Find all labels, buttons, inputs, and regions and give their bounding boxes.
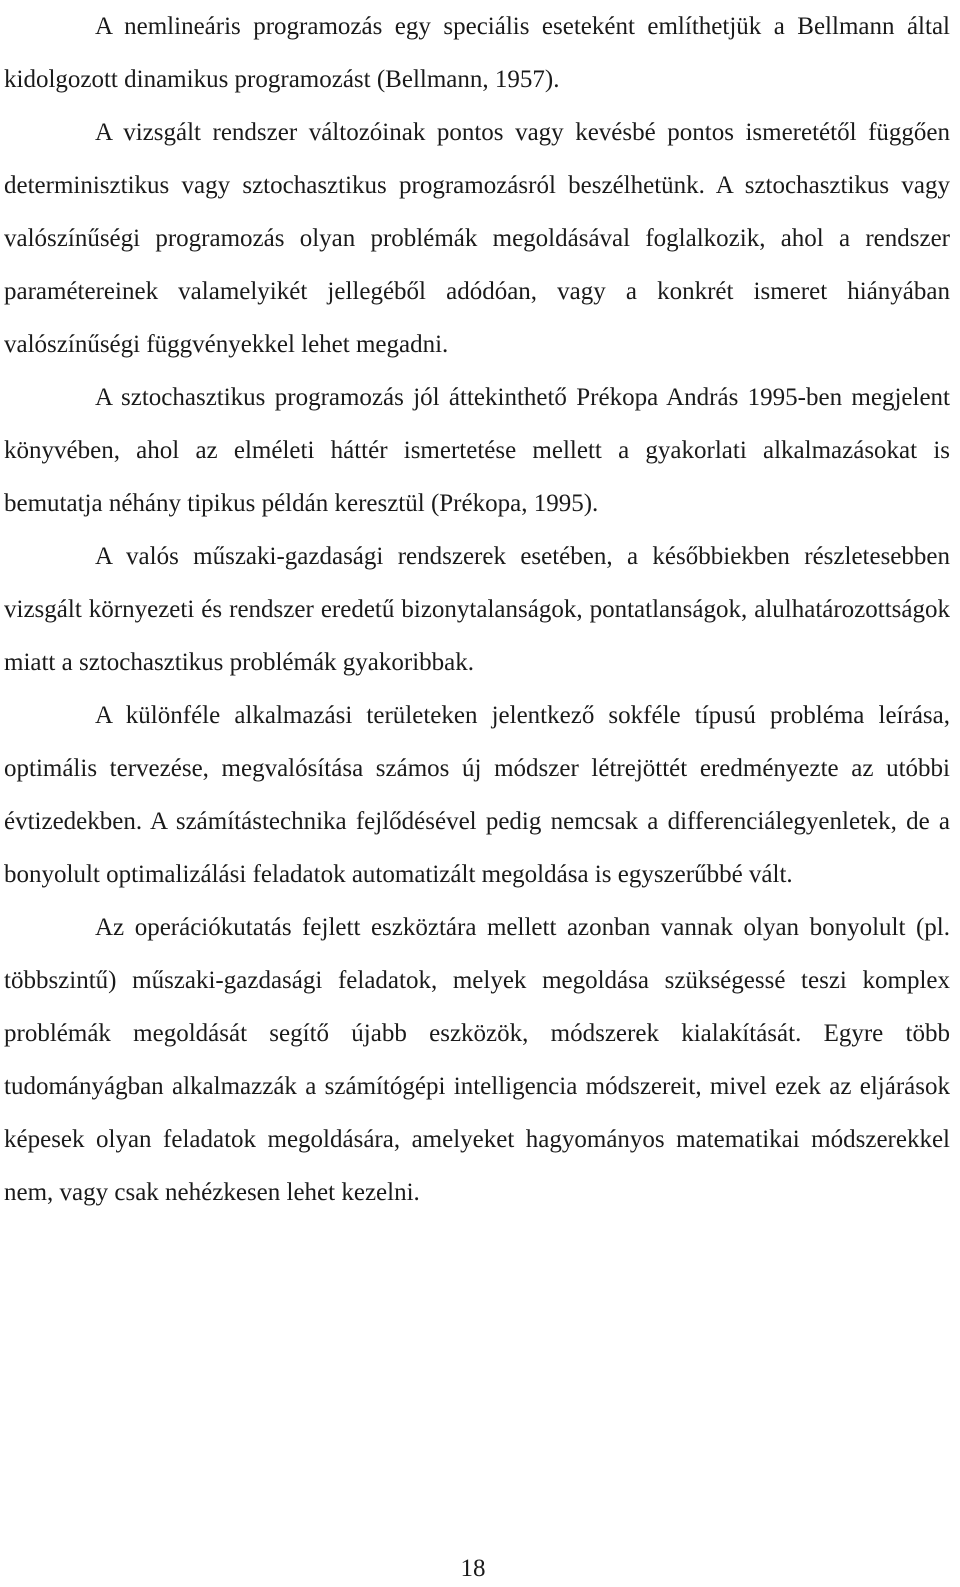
page-number: 18 <box>460 1555 486 1582</box>
paragraph-new-methods: A különféle alkalmazási területeken jelentkező sokféle típusú probléma leírása, optimális tervezése, megvalósítása számos új módszer létrejöttét eredményezte az utóbbi évtizedekben. A számítástechnika fejlődésével pedig nemcsak a differenciálegyenletek, de a bonyolult optimalizálási feladatok automatizált megoldása is egyszerűbbé vált. <box>4 702 950 888</box>
paragraph-dynamic-programming: A nemlineáris programozás egy speciális eseteként említhetjük a Bellmann által kidolgozott dinamikus programozást (Bellmann, 1957). <box>4 13 950 93</box>
paragraph-computational-intelligence: Az operációkutatás fejlett eszköztára mellett azonban vannak olyan bonyolult (pl. többszintű) műszaki-gazdasági feladatok, melyek megoldása szükségessé teszi komplex problémák megoldását segítő újabb eszközök, módszerek kialakítását. Egyre több tudományágban alkalmazzák a számítógépi intelligencia módszereit, mivel ezek az eljárások képesek olyan feladatok megoldására, amelyeket hagyományos matematikai módszerekkel nem, vagy csak nehézkesen lehet kezelni. <box>4 914 950 1206</box>
paragraph-stochastic-programming: A vizsgált rendszer változóinak pontos vagy kevésbé pontos ismeretétől függően determinisztikus vagy sztochasztikus programozásról beszélhetünk. A sztochasztikus vagy valószínűségi programozás olyan problémák megoldásával foglalkozik, ahol a rendszer paramétereinek valamelyikét jellegéből adódóan, vagy a konkrét ismeret hiányában valószínűségi függvényekkel lehet megadni. <box>4 119 950 358</box>
paragraph-prekopa-reference: A sztochasztikus programozás jól áttekinthető Prékopa András 1995-ben megjelent könyvében, ahol az elméleti háttér ismertetése mellett a gyakorlati alkalmazásokat is bemutatja néhány tipikus példán keresztül (Prékopa, 1995). <box>4 384 950 517</box>
paragraph-uncertainty: A valós műszaki-gazdasági rendszerek esetében, a későbbiekben részletesebben vizsgált környezeti és rendszer eredetű bizonytalanságok, pontatlanságok, alulhatározottságok miatt a sztochasztikus problémák gyakoribbak. <box>4 543 950 676</box>
document-body <box>4 0 950 1219</box>
